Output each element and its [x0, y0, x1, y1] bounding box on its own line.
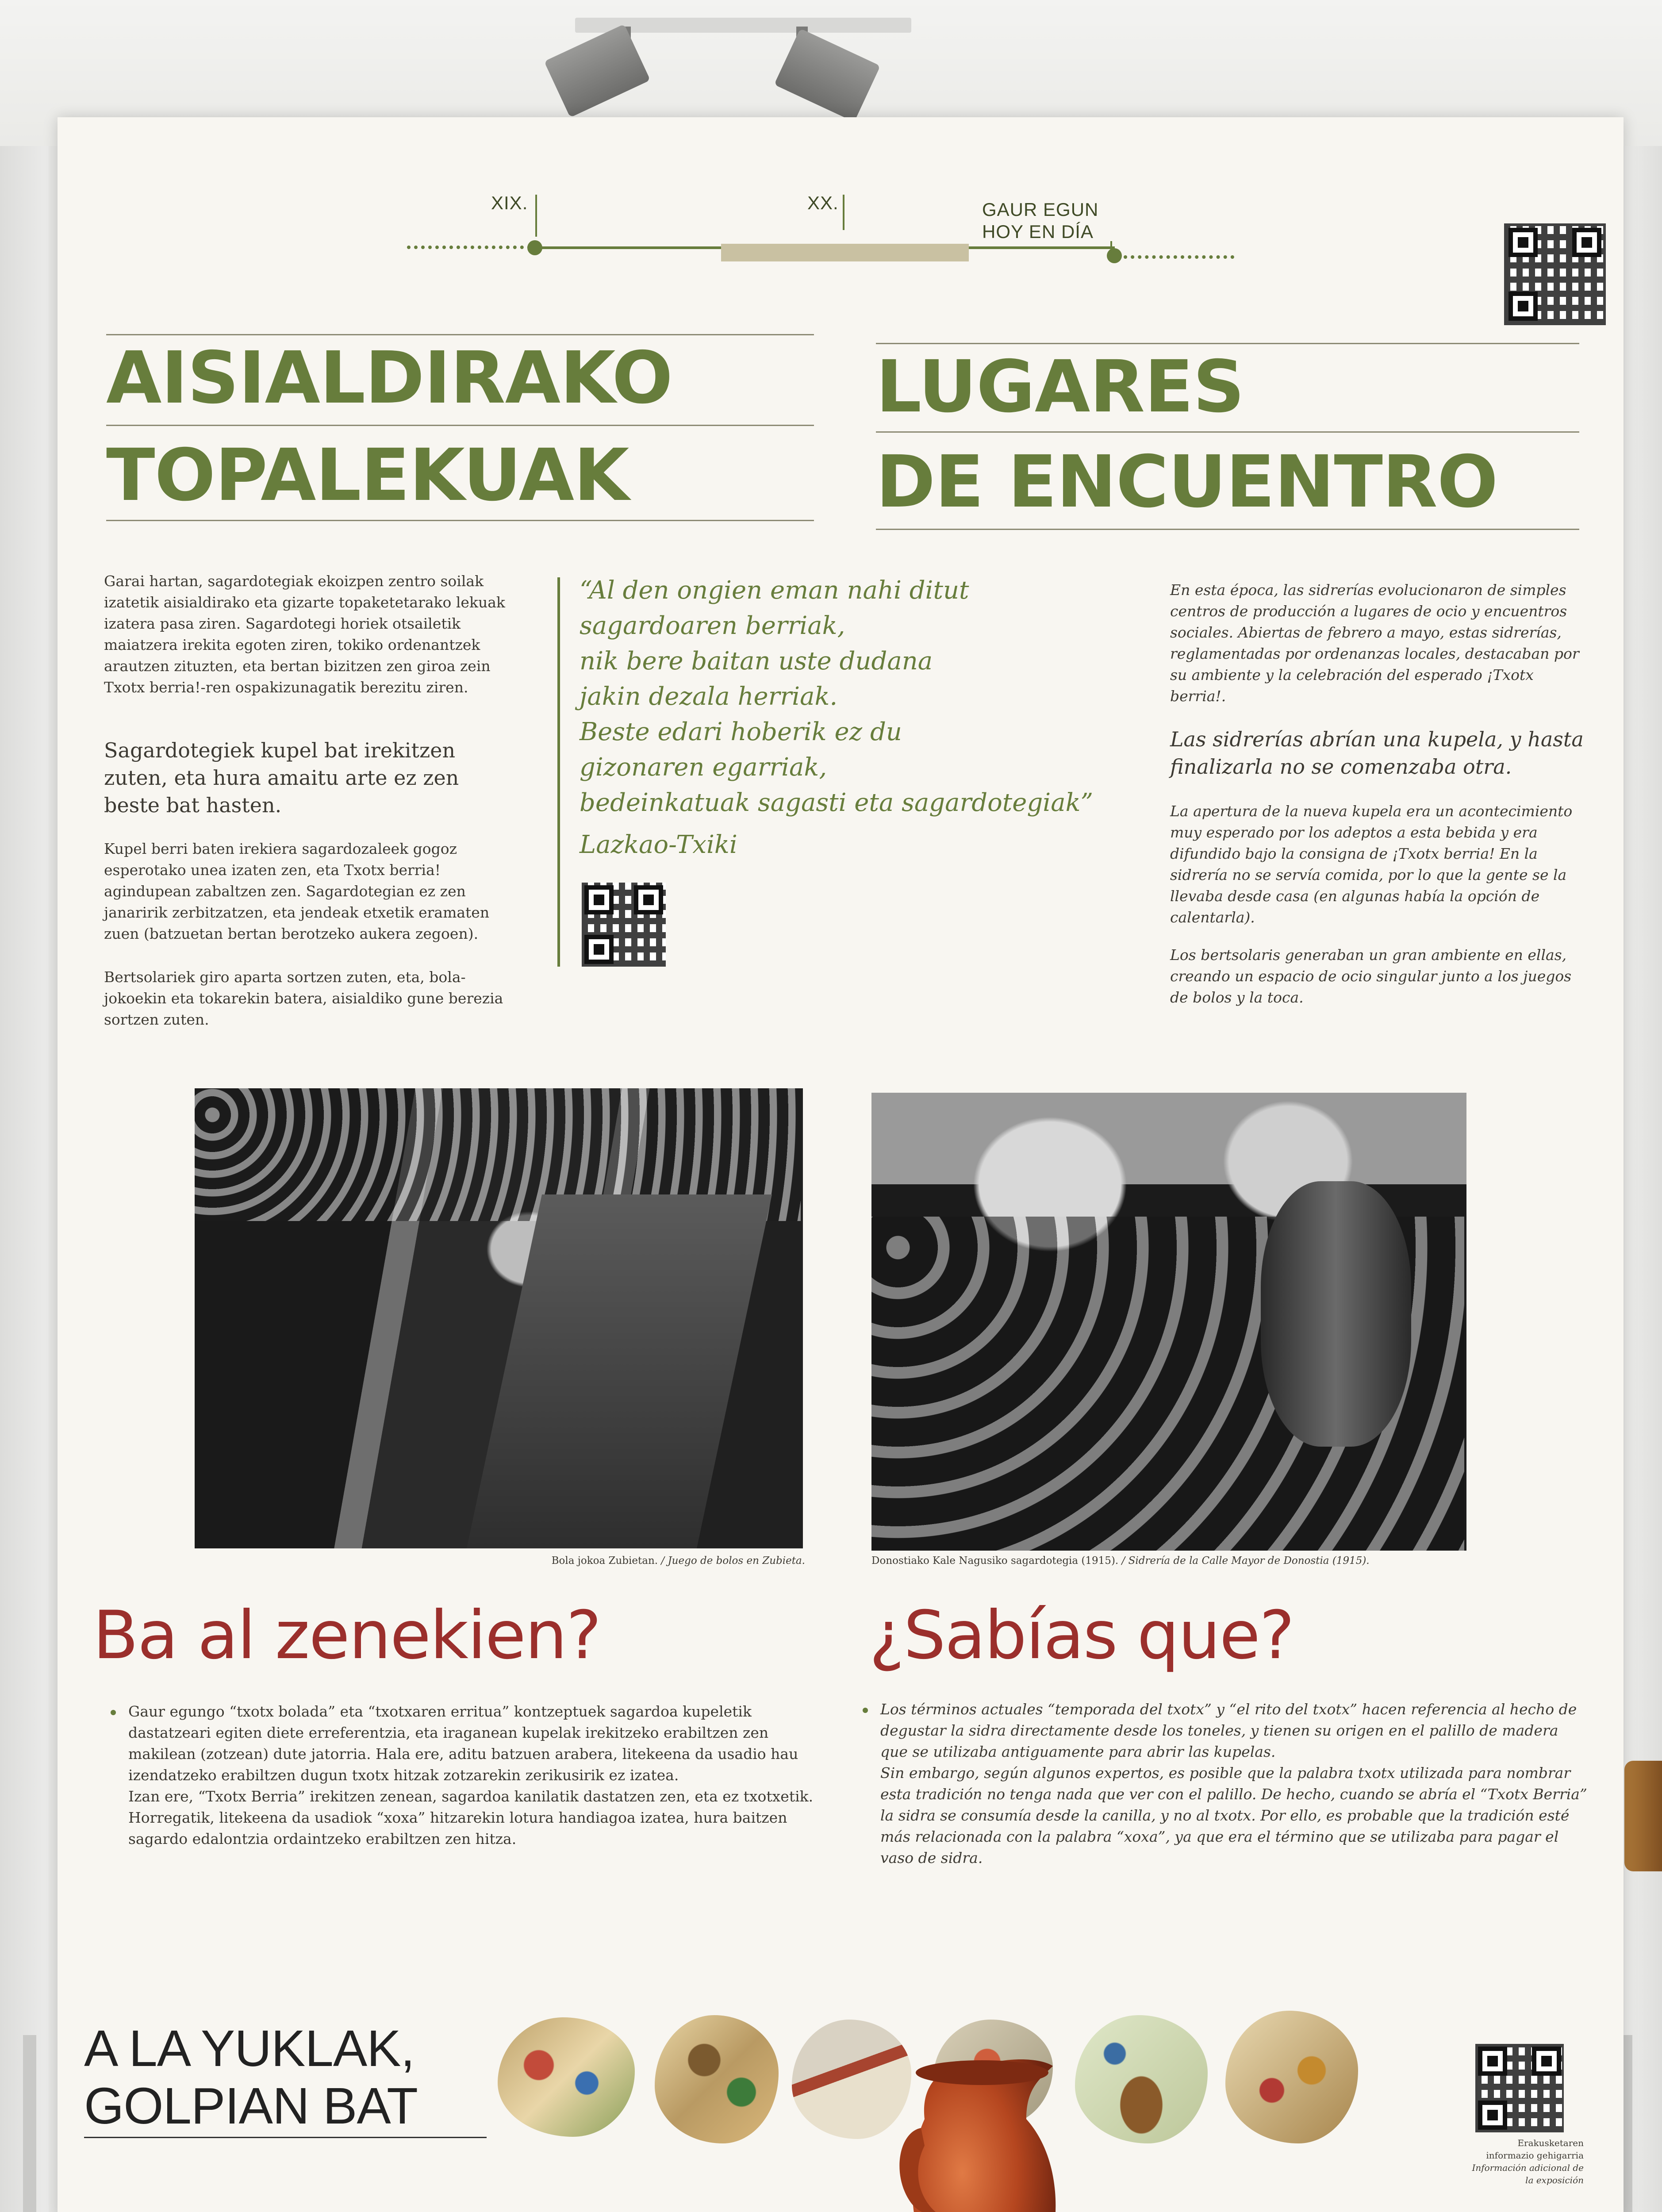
ceramic-jug	[894, 2053, 1079, 2212]
title-spanish-line2: DE ENCUENTRO	[876, 441, 1498, 524]
illustration-2	[655, 2015, 779, 2143]
timeline-tick	[843, 195, 844, 230]
spanish-paragraph-3: La apertura de la nueva kupela era un acontecimiento muy esperado por los adeptos a esta bebida y era difundido bajo la consigna de ¡Txotx berria! En la sidrería no se servía comida, por lo que la gente se la llevaba desde casa (en algunas había la opción de calentarla).	[1170, 803, 1573, 926]
title-basque-line2: TOPALEKUAK	[106, 434, 629, 517]
photo-caption-2-es: / Sidrería de la Calle Mayor de Donostia (1915).	[1121, 1555, 1370, 1567]
quote-line: “Al den ongien eman nahi ditut	[580, 576, 969, 605]
qr-caption	[1407, 2137, 1584, 2186]
quote-line: sagardoaren berriak,	[580, 611, 845, 640]
bottom-title-line1: A LA YUKLAK,	[84, 2020, 415, 2077]
bullet-icon	[111, 1710, 116, 1715]
did-you-know-text-es-2: Sin embargo, según algunos expertos, es posible que la palabra txotx utilizada para nombrar esta tradición no tenga nada que ver con el palillo. De hecho, cuando se abría el “Txotx Berria” la sidra se consumía desde la canilla, y no al txotx. Por ello, es probable que la tradición esté más relacionada con la palabra “xoxa”, ya que era el término que se utilizaba para pagar el vaso de sidra.	[880, 1764, 1587, 1866]
photo-cider-house-donostia	[871, 1093, 1466, 1551]
title-rule	[106, 425, 814, 426]
quote-author: Lazkao-Txiki	[580, 830, 737, 859]
photo-caption-2-eu: Donostiako Kale Nagusiko sagardotegia (1915).	[871, 1555, 1119, 1567]
illustration-6	[1225, 2011, 1358, 2143]
bottom-title-rule	[84, 2137, 487, 2138]
did-you-know-text-es-1: Los términos actuales “temporada del txotx” y “el rito del txotx” hacen referencia al hecho de degustar la sidra directamente desde los toneles, y tienen su origen en el palillo de madera que se utilizaba antiguamente para abrir las kupelas.	[880, 1701, 1577, 1760]
bullet-icon	[863, 1708, 868, 1713]
photo-caption-1-es: / Juego de bolos en Zubieta.	[661, 1555, 805, 1567]
timeline-label-19th: XIX.	[491, 192, 528, 213]
basque-paragraph-2: Sagardotegiek kupel bat irekitzen zuten, eta hura amaitu arte ez zen beste bat hasten.	[104, 738, 459, 817]
qr-caption-eu-1: Erakusketaren	[1517, 2138, 1584, 2148]
qr-caption-es-1: Información adicional de	[1472, 2162, 1584, 2173]
timeline-dot-today	[1107, 248, 1122, 263]
quote-bar	[557, 577, 560, 967]
panel-stand-left	[23, 2035, 36, 2212]
basque-paragraph-1: Garai hartan, sagardotegiak ekoizpen zentro soilak izatetik aisialdirako eta gizarte topaketetarako lekuak izatera pasa ziren. Sagardotegi horiek otsailetik maiatzera irekita egoten ziren, tokiko ordenantzek arautzen zituzten, eta bertan bizitzen zen giroa zein Txotx berria!-ren ospakizunagatik berezitu ziren.	[104, 572, 505, 696]
photo-caption-2	[871, 1555, 1442, 1567]
photo-bowling-game-zubieta	[195, 1088, 803, 1548]
timeline-highlight-bar	[721, 244, 969, 261]
timeline-dotted-end	[1124, 255, 1234, 259]
did-you-know-text-eu-1: Gaur egungo “txotx bolada” eta “txotxaren erritua” kontzeptuek sagardoa kupeletik dastatzeari egiten diete erreferentzia, eta iraganean kupelak irekitzeko erabiltzen zen makilean (zotzean) dute jatorria. Hala ere, aditu batzuen arabera, litekeena da usadio hau izendatzeko erabiltzen dugun txotx hitzak zotzarekin zerikusirik ez izatea.	[128, 1703, 798, 1784]
spanish-paragraph-4: Los bertsolaris generaban un gran ambiente en ellas, creando un espacio de ocio singular junto a los juegos de bolos y la toca.	[1170, 946, 1572, 1006]
timeline-tick	[535, 195, 537, 237]
did-you-know-title-es: ¿Sabías que?	[869, 1597, 1294, 1674]
basque-paragraph-4: Bertsolariek giro aparta sortzen zuten, eta, bola-jokoekin eta tokarekin batera, aisialdiko gune berezia sortzen zuten.	[104, 968, 503, 1028]
photo-caption-1	[504, 1555, 805, 1567]
photo-caption-1-eu: Bola jokoa Zubietan.	[551, 1555, 658, 1567]
exhibition-panel	[58, 117, 1624, 2212]
spanish-paragraph-1: En esta época, las sidrerías evolucionaron de simples centros de producción a lugares de ocio y encuentros sociales. Abiertas de febrero a mayo, estas sidrerías, reglamentadas por ordenanzas locales, destacaban por su ambiente y la celebración del esperado ¡Txotx berria!.	[1170, 581, 1579, 705]
timeline-label-20th: XX.	[807, 192, 839, 213]
timeline-dotted-start	[407, 246, 531, 249]
qr-code-bottom[interactable]	[1475, 2044, 1564, 2132]
qr-code-top[interactable]	[1504, 223, 1606, 325]
title-rule	[106, 520, 814, 521]
spanish-paragraph-2: Las sidrerías abrían una kupela, y hasta finalizarla no se comenzaba otra.	[1170, 727, 1584, 779]
title-rule	[876, 431, 1579, 433]
title-rule	[876, 529, 1579, 530]
qr-caption-eu-2: informazio gehigarria	[1486, 2150, 1584, 2161]
basque-paragraph-3: Kupel berri baten irekiera sagardozaleek gogoz esperotako unea izaten zen, eta Txotx berria! agindupean zabaltzen zen. Sagardotegian ez zen janaririk zerbitzatzen, eta jendeak etxetik eramaten zuen (batzuetan bertan berotzeko aukera zegoen).	[104, 840, 490, 942]
qr-caption-es-2: la exposición	[1525, 2175, 1584, 2185]
quote-line: nik bere baitan uste dudana	[580, 647, 933, 676]
wall-right	[1624, 146, 1662, 2212]
quote-line: bedeinkatuak sagasti eta sagardotegiak”	[580, 788, 1094, 817]
wooden-prop	[1624, 1761, 1662, 1871]
illustration-5	[1075, 2015, 1208, 2143]
timeline-label-today-es: HOY EN DÍA	[982, 221, 1094, 242]
quote-line: jakin dezala herriak.	[580, 682, 838, 711]
quote-line: Beste edari hoberik ez du	[580, 718, 902, 746]
title-basque-line1: AISIALDIRAKO	[106, 337, 673, 420]
title-spanish-line1: LUGARES	[876, 346, 1244, 429]
qr-code-quote[interactable]	[582, 883, 666, 967]
did-you-know-title-eu: Ba al zenekien?	[93, 1597, 601, 1674]
did-you-know-text-eu-2: Izan ere, “Txotx Berria” irekitzen zenean, sagardoa kanilatik dastatzen zen, eta ez txotxetik. Horregatik, litekeena da usadiok “xoxa” hitzarekin lotura handiagoa izatea, hura baitzen sagardo edalontzia ordaintzeko erabiltzen zen hitza.	[128, 1788, 814, 1847]
quote-line: gizonaren egarriak,	[580, 753, 827, 782]
bottom-title-line2: GOLPIAN BAT	[84, 2077, 418, 2135]
timeline-label-today-eu: GAUR EGUN	[982, 199, 1099, 220]
quote-block	[580, 573, 1155, 821]
bottom-title	[84, 2020, 418, 2135]
wall-left	[0, 146, 49, 2212]
illustration-1	[498, 2017, 635, 2137]
